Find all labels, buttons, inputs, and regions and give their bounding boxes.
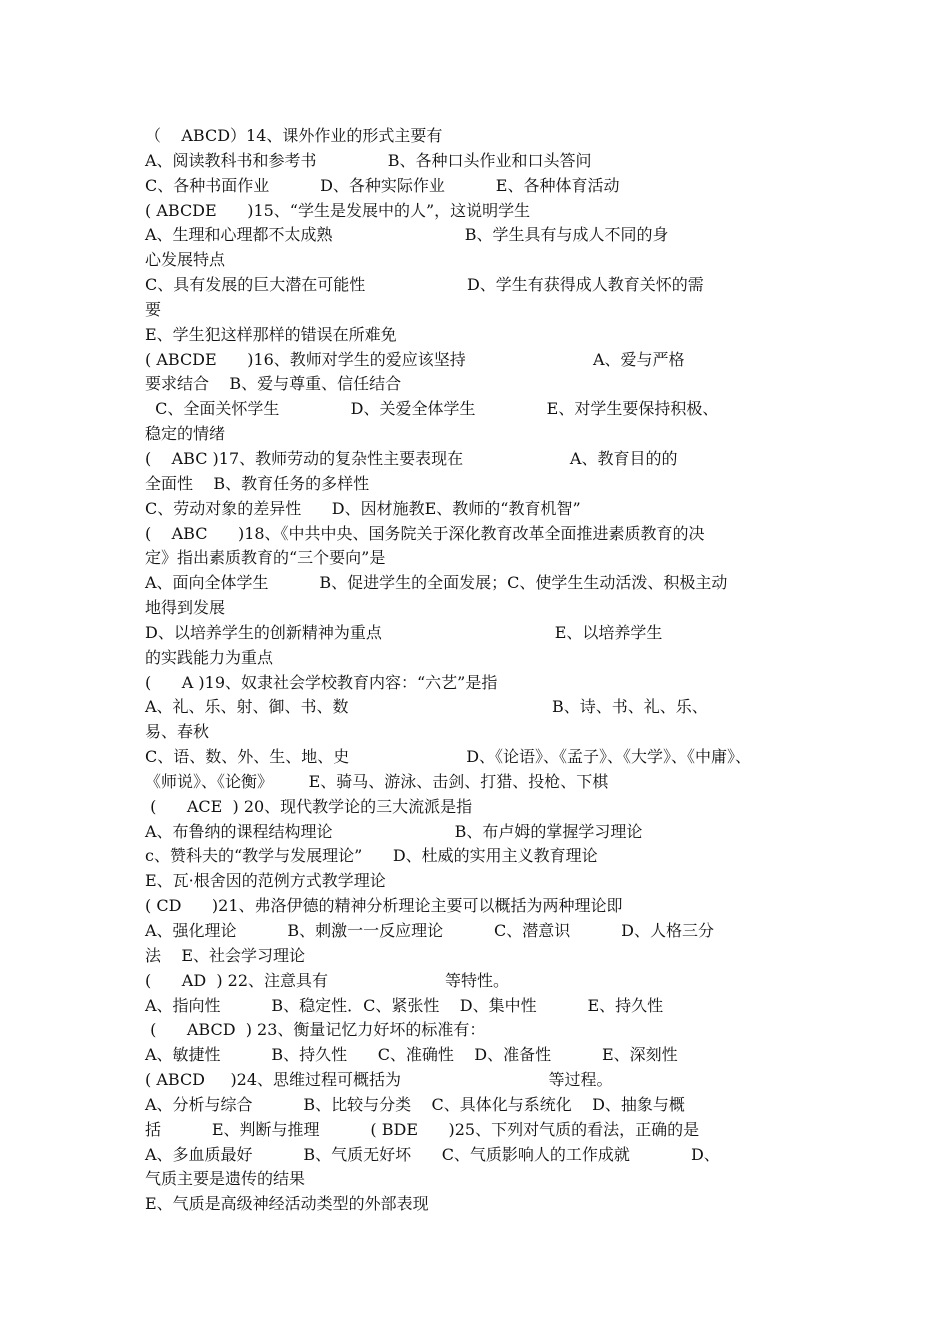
text-line: C、全面关怀学生 D、关爱全体学生 E、对学生要保持积极、 bbox=[145, 399, 719, 419]
text-line: 定》指出素质教育的“三个要向”是 bbox=[145, 548, 386, 568]
text-line: （ ABCD）14、课外作业的形式主要有 bbox=[145, 126, 443, 145]
text-line: A、敏捷性 B、持久性 C、准确性 D、准备性 E、深刻性 bbox=[145, 1045, 678, 1065]
text-line: 全面性 B、教育任务的多样性 bbox=[145, 473, 370, 493]
text-line: 地得到发展 bbox=[145, 598, 226, 618]
text-line: 要求结合 B、爱与尊重、信任结合 bbox=[145, 374, 402, 394]
text-line: 的实践能力为重点 bbox=[145, 647, 274, 667]
text-line: 心发展特点 bbox=[145, 250, 226, 270]
text-line: D、以培养学生的创新精神为重点 E、以培养学生 bbox=[145, 622, 663, 642]
text-line: ( CD )21、弗洛伊德的精神分析理论主要可以概括为两种理论即 bbox=[145, 896, 623, 916]
text-line: 要 bbox=[145, 299, 162, 319]
text-line: C、各种书面作业 D、各种实际作业 E、各种体育活动 bbox=[145, 175, 620, 195]
text-line: E、学生犯这样那样的错误在所难免 bbox=[145, 324, 397, 344]
text-line: A、分析与综合 B、比较与分类 C、具体化与系统化 D、抽象与概 bbox=[145, 1094, 685, 1114]
text-line: ( AD ) 22、注意具有 等特性。 bbox=[145, 970, 509, 990]
text-line: A、强化理论 B、刺激一一反应理论 C、潜意识 D、人格三分 bbox=[145, 921, 714, 940]
text-line: 稳定的情绪 bbox=[145, 424, 226, 444]
text-line: 法 E、社会学习理论 bbox=[145, 945, 306, 965]
text-line: C、语、数、外、生、地、史 D、《论语》、《孟子》、《大学》、《中庸》、 bbox=[145, 747, 752, 767]
text-line: A、生理和心理都不太成熟 B、学生具有与成人不同的身 bbox=[145, 225, 669, 245]
text-line: C、具有发展的巨大潜在可能性 D、学生有获得成人教育关怀的需 bbox=[145, 275, 704, 295]
text-line: ( ABC )18、《中共中央、国务院关于深化教育改革全面推进素质教育的决 bbox=[145, 523, 705, 543]
text-line: A、指向性 B、稳定性．C、紧张性 D、集中性 E、持久性 bbox=[145, 995, 664, 1015]
text-line: A、布鲁纳的课程结构理论 B、布卢姆的掌握学习理论 bbox=[145, 821, 643, 841]
text-line: 气质主要是遗传的结果 bbox=[145, 1169, 306, 1189]
text-line: 《师说》、《论衡》 E、骑马、游泳、击剑、打猎、投枪、下棋 bbox=[145, 771, 609, 791]
text-line: E、气质是高级神经活动类型的外部表现 bbox=[145, 1194, 429, 1214]
text-line: c、赞科夫的“教学与发展理论” D、杜威的实用主义教育理论 bbox=[145, 846, 598, 866]
document-body bbox=[145, 124, 825, 1217]
text-line: ( ABC )17、教师劳动的复杂性主要表现在 A、教育目的的 bbox=[145, 448, 678, 468]
text-line: A、面向全体学生 B、促进学生的全面发展；C、使学生生动活泼、积极主动 bbox=[145, 573, 728, 593]
text-line: 易、春秋 bbox=[145, 722, 210, 742]
text-line: A、礼、乐、射、御、书、数 B、诗、书、礼、乐、 bbox=[145, 697, 708, 717]
text-line: A、多血质最好 B、气质无好坏 C、气质影响人的工作成就 D、 bbox=[145, 1144, 720, 1164]
text-line: ( ABCD ) 23、衡量记忆力好坏的标准有： bbox=[145, 1020, 486, 1040]
text-line: ( ACE ) 20、现代教学论的三大流派是指 bbox=[145, 796, 473, 816]
text-line: ( ABCDE )15、“学生是发展中的人”，这说明学生 bbox=[145, 200, 531, 220]
text-line: ( ABCDE )16、教师对学生的爱应该坚持 A、爱与严格 bbox=[145, 349, 685, 369]
text-line: ( ABCD )24、思维过程可概括为 等过程。 bbox=[145, 1070, 613, 1090]
text-line: A、阅读教科书和参考书 B、各种口头作业和口头答问 bbox=[145, 150, 592, 170]
text-line: ( A )19、奴隶社会学校教育内容：“六艺”是指 bbox=[145, 672, 498, 692]
text-line: C、劳动对象的差异性 D、因材施教E、教师的“教育机智” bbox=[145, 498, 581, 518]
text-line: E、瓦·根舍因的范例方式教学理论 bbox=[145, 871, 386, 891]
text-line: 括 E、判断与推理 ( BDE )25、下列对气质的看法，正确的是 bbox=[145, 1119, 700, 1139]
